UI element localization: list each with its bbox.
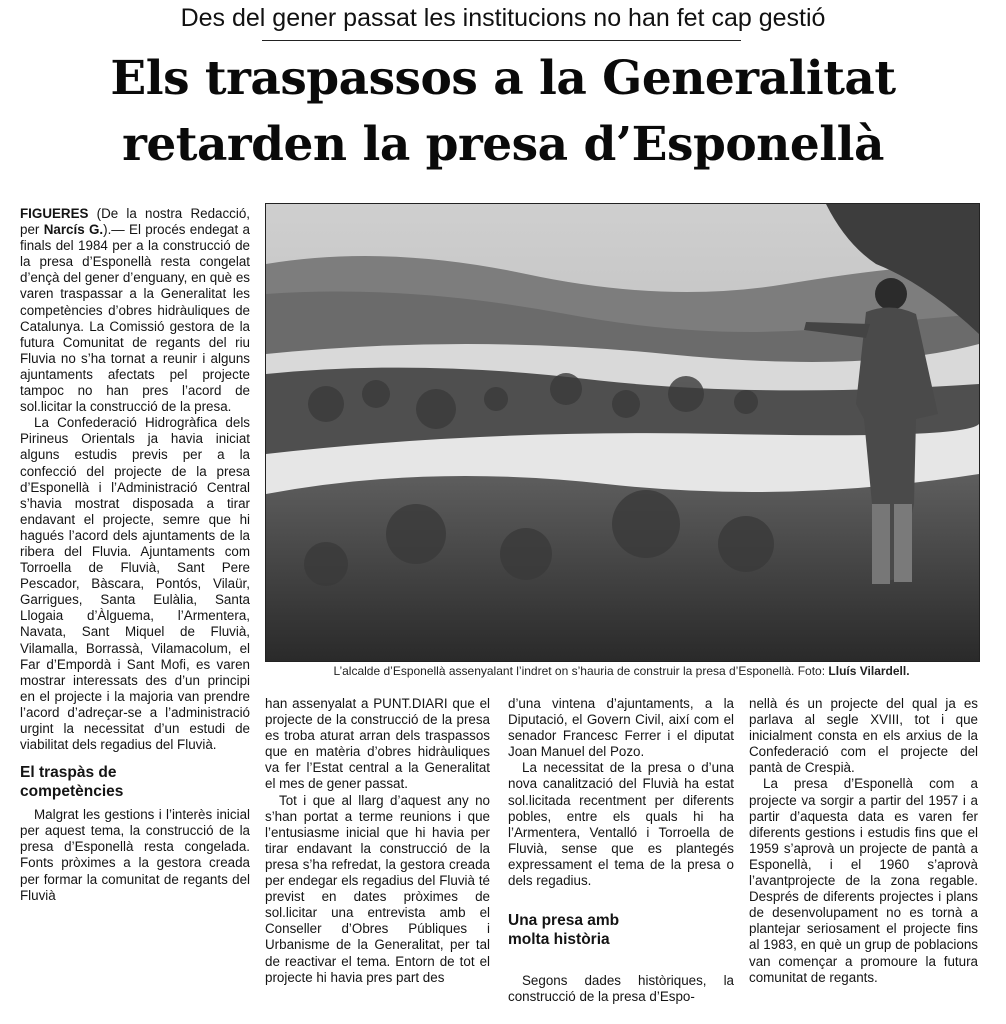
article-column-2 bbox=[265, 696, 490, 986]
article-column-1 bbox=[20, 206, 250, 904]
headline bbox=[0, 46, 1006, 178]
headline-line-1: Els traspassos a la Generalitat bbox=[110, 51, 896, 106]
subhead-competencies: El traspàs de competències bbox=[20, 764, 124, 801]
lead-text: ).— El procés endegat a finals del 1984 per a la construcció de la presa d’Esponellà resta congelat d’ençà del gener d’enguany, en què es varen traspassar a la Generalitat les competències d’obres hidràuliques de Catalunya. La Comissió gestora de la futura Comunitat de regants del riu Fluvia no s’ha tornat a reunir i alguns ajuntaments afectats pel projecte tampoc no han pres l’acord de sol.licitar la construcció de la presa. bbox=[20, 222, 250, 415]
photo-image bbox=[266, 204, 979, 661]
paragraph: han assenyalat a PUNT.DIARI que el projecte de la construcció de la presa es troba aturat arran dels traspassos que en matèria d’obres hidràuliques va fer l’Estat central a la Generalitat el mes de gener passat. bbox=[265, 696, 490, 792]
paragraph: Malgrat les gestions i l’interès inicial per aquest tema, la construcció de la presa d’Esponellà resta congelada. Fonts pròximes a la gestora creada per formar la comunitat de regants del Fluvià bbox=[20, 807, 250, 903]
paragraph: nellà és un projecte del qual ja es parlava al segle XVIII, tot i que inicialment consta en els arxius de la Confederació com el projecte del pantà de Crespià. bbox=[749, 696, 978, 776]
kicker: Des del gener passat les institucions no han fet cap gestió bbox=[180, 4, 826, 32]
kicker-rule bbox=[262, 40, 741, 41]
article-photo bbox=[265, 203, 980, 662]
photo-credit: Lluís Vilardell. bbox=[828, 664, 910, 678]
paragraph: La necessitat de la presa o d’una nova canalització del Fluvià ha estat sol.licitada recentment per diferents pobles, entre els quals hi ha l’Armentera, Ventalló i Torroella de Fluvià, sense que es plantegés expressament el tema de la presa o dels regadius. bbox=[508, 760, 734, 889]
paragraph: La presa d’Esponellà com a projecte va sorgir a partir del 1957 i a partir d’aquesta data es varen fer diferents gestions i estudis fins que el 1959 s’aprovà un projecte de pantà a Esponellà, i el 1960 s’aprovà l’avantprojecte de la zona regable. Després de diferents projectes i plans de desenvolupament no es tornà a plantejar seriosament el projecte fins al 1983, en què un grup de poblacions van començar a promoure la futura comunitat de regants. bbox=[749, 776, 978, 985]
paragraph: Tot i que al llarg d’aquest any no s’han portat a terme reunions i que l’entusiasme inicial que hi havia per tirar endavant la construcció de la presa s’ha refredat, la gestora creada per endegar els regadius del Fluvià té previst en dates pròximes de sol.licitar una entrevista amb el Conseller d’Obres Públiques i Urbanisme de la Generalitat, per tal de reactivar el tema. Entorn de tot el projecte hi havia pres part des bbox=[265, 792, 490, 985]
paragraph: Segons dades històriques, la construcció de la presa d’Espo- bbox=[508, 973, 734, 1005]
caption-text: L’alcalde d’Esponellà assenyalant l’indret on s’hauria de construir la presa d’Esponellà. Foto: bbox=[333, 664, 826, 678]
photo-caption bbox=[265, 664, 978, 678]
author: Narcís G. bbox=[43, 222, 104, 238]
article-column-3 bbox=[508, 696, 734, 1005]
article-column-4 bbox=[749, 696, 978, 986]
lead-paragraph bbox=[20, 206, 250, 415]
subhead-history: Una presa amb molta història bbox=[508, 912, 620, 949]
paragraph: d’una vintena d’ajuntaments, a la Diputació, el Govern Civil, així com el senador Francesc Ferrer i el diputat Joan Manuel del Pozo. bbox=[508, 696, 734, 760]
dateline: FIGUERES bbox=[20, 206, 89, 221]
byline-intro: (De la nostra Redacció, per bbox=[20, 206, 250, 238]
paragraph: La Confederació Hidrogràfica dels Pirineus Orientals ja havia iniciat alguns estudis previs per a la confecció del projecte de la presa d’Esponellà i l’Administració Central s’havia mostrat disposada a tirar endavant el projecte, semre que hi hagués l’acord dels ajuntaments de la ribera del Fluvia. Ajuntaments com Torroella de Fluvià, Sant Pere Pescador, Bàscara, Pontós, Vilaür, Garrigues, Santa Eulàlia, Santa Llogaia d’Àlguema, l’Armentera, Navata, Sant Miquel de Fluvià, Vilamalla, Borrassà, Vilamacolum, el Far d’Empordà i Sant Mofi, es varen mostrar interessats des d’un principi en el projecte i la majoria van prendre l’acord d’adreçar-se a l’administració urgint la necessitat d’un estudi de viabilitat dels regadius del Fluvià. bbox=[20, 415, 250, 753]
headline-line-2: retarden la presa d’Esponellà bbox=[122, 117, 884, 172]
